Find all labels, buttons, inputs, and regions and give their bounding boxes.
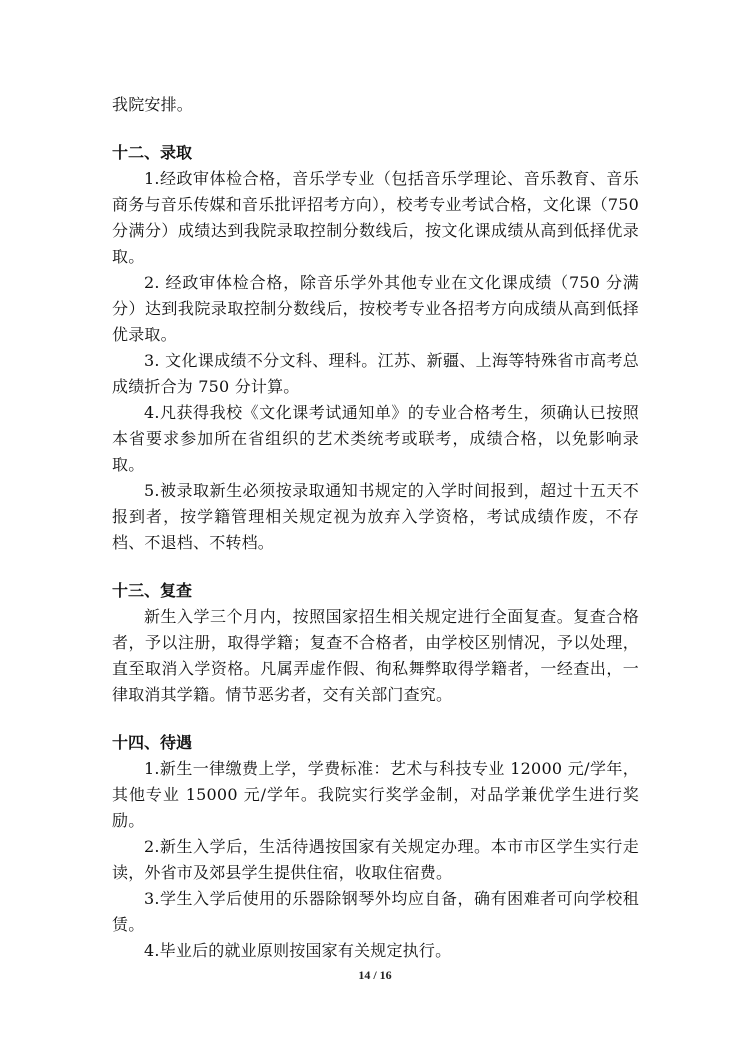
benefits-paragraph-4: 4.毕业后的就业原则按国家有关规定执行。 xyxy=(144,941,452,960)
admission-paragraph-1: 1.经政审体检合格，音乐学专业（包括音乐学理论、音乐教育、音乐商务与音乐传媒和音乐批评招考方向），校考专业考试合格，文化课（750 分满分）成绩达到我院录取控制分数线后，按文化课成绩从高到低择优录取。 xyxy=(112,169,639,266)
section-review xyxy=(112,578,639,708)
page-number: 14 / 16 xyxy=(358,968,392,982)
admission-paragraph-3: 3. 文化课成绩不分文科、理科。江苏、新疆、上海等特殊省市高考总成绩折合为 750 分计算。 xyxy=(112,351,639,396)
admission-paragraph-2: 2. 经政审体检合格，除音乐学外其他专业在文化课成绩（750 分满分）达到我院录取控制分数线后，按校考专业各招考方向成绩从高到低择优录取。 xyxy=(112,273,639,344)
section-heading-review: 十三、复查 xyxy=(112,581,193,600)
carry-over-text: 我院安排。 xyxy=(112,95,194,114)
review-paragraph-1: 新生入学三个月内，按照国家招生相关规定进行全面复查。复查合格者，予以注册，取得学籍；复查不合格者，由学校区别情况，予以处理，直至取消入学资格。凡属弄虚作假、徇私舞弊取得学籍者，一经查出，一律取消其学籍。情节恶劣者，交有关部门查究。 xyxy=(112,607,639,704)
page-content xyxy=(112,92,639,964)
benefits-paragraph-2: 2.新生入学后，生活待遇按国家有关规定办理。本市市区学生实行走读，外省市及郊县学生提供住宿，收取住宿费。 xyxy=(112,837,639,882)
section-heading-admission: 十二、录取 xyxy=(112,143,193,162)
admission-paragraph-4: 4.凡获得我校《文化课考试通知单》的专业合格考生，须确认已按照本省要求参加所在省组织的艺术类统考或联考，成绩合格，以免影响录取。 xyxy=(112,403,639,474)
section-admission xyxy=(112,140,639,556)
benefits-paragraph-1: 1.新生一律缴费上学，学费标准：艺术与科技专业 12000 元/学年，其他专业 15000 元/学年。我院实行奖学金制，对品学兼优学生进行奖励。 xyxy=(112,759,639,830)
admission-paragraph-5: 5.被录取新生必须按录取通知书规定的入学时间报到，超过十五天不报到者，按学籍管理相关规定视为放弃入学资格，考试成绩作废，不存档、不退档、不转档。 xyxy=(112,481,639,552)
benefits-paragraph-3: 3.学生入学后使用的乐器除钢琴外均应自备，确有困难者可向学校租赁。 xyxy=(112,889,639,934)
section-benefits xyxy=(112,730,639,964)
section-heading-benefits: 十四、待遇 xyxy=(112,733,193,752)
